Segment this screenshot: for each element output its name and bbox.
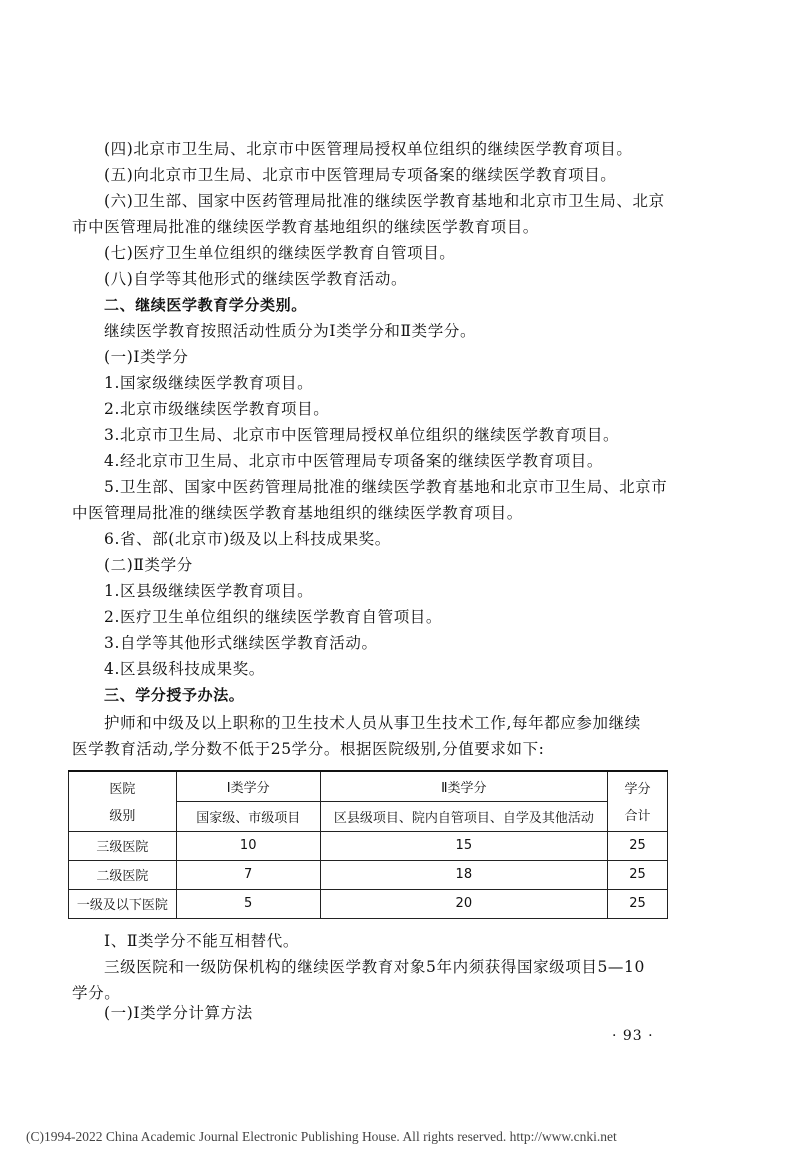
table-cell-class1: 10	[176, 831, 320, 860]
header-level-line1: 医院	[109, 782, 136, 798]
page-number: · 93 ·	[612, 1028, 654, 1044]
list-item: 3.北京市卫生局、北京市中医管理局授权单位组织的继续医学教育项目。	[104, 426, 620, 444]
paragraph-line: Ⅰ、Ⅱ类学分不能互相替代。	[104, 932, 299, 950]
paragraph-line: 医学教育活动,学分数不低于25学分。根据医院级别,分值要求如下:	[72, 740, 545, 758]
table-cell-class1: 5	[176, 889, 320, 918]
section-heading: 二、继续医学教育学分类别。	[104, 296, 307, 314]
table-cell-level: 三级医院	[69, 831, 177, 860]
subsection-heading: (二)Ⅱ类学分	[104, 556, 193, 574]
list-item: 4.区县级科技成果奖。	[104, 660, 265, 678]
table-header-cell: Ⅰ类学分	[176, 771, 320, 801]
header-level-line2: 级别	[109, 809, 136, 825]
header-total-line1: 学分	[624, 782, 651, 798]
table-cell-total: 25	[608, 831, 668, 860]
table-cell-class2: 15	[320, 831, 607, 860]
list-item: 5.卫生部、国家中医药管理局批准的继续医学教育基地和北京市卫生局、北京市	[104, 478, 668, 496]
paragraph-line: (五)向北京市卫生局、北京市中医管理局专项备案的继续医学教育项目。	[104, 166, 617, 184]
subsection-heading: (一)Ⅰ类学分计算方法	[104, 1004, 253, 1022]
table-cell-level: 一级及以下医院	[69, 889, 177, 918]
table-cell-total: 25	[608, 889, 668, 918]
table-header-cell	[608, 771, 668, 831]
paragraph-line: 继续医学教育按照活动性质分为Ⅰ类学分和Ⅱ类学分。	[104, 322, 477, 340]
paragraph-line: (四)北京市卫生局、北京市中医管理局授权单位组织的继续医学教育项目。	[104, 140, 633, 158]
table-row	[69, 889, 668, 918]
header-total-line2: 合计	[624, 809, 651, 825]
list-item: 中医管理局批准的继续医学教育基地组织的继续医学教育项目。	[72, 504, 523, 522]
table-cell-level: 二级医院	[69, 860, 177, 889]
table-row	[69, 831, 668, 860]
list-item: 2.北京市级继续医学教育项目。	[104, 400, 330, 418]
table-header-cell: Ⅱ类学分	[320, 771, 607, 801]
list-item: 1.区县级继续医学教育项目。	[104, 582, 314, 600]
list-item: 2.医疗卫生单位组织的继续医学教育自管项目。	[104, 608, 442, 626]
list-item: 6.省、部(北京市)级及以上科技成果奖。	[104, 530, 391, 548]
table-cell-class1: 7	[176, 860, 320, 889]
paragraph-line: (八)自学等其他形式的继续医学教育活动。	[104, 270, 408, 288]
paragraph-line: 学分。	[72, 984, 121, 1002]
paragraph-line: 市中医管理局批准的继续医学教育基地组织的继续医学教育项目。	[72, 218, 539, 236]
table-header-cell	[69, 771, 177, 831]
list-item: 1.国家级继续医学教育项目。	[104, 374, 314, 392]
table-cell-class2: 18	[320, 860, 607, 889]
subsection-heading: (一)Ⅰ类学分	[104, 348, 189, 366]
table-row	[69, 860, 668, 889]
paragraph-line: (七)医疗卫生单位组织的继续医学教育自管项目。	[104, 244, 456, 262]
list-item: 4.经北京市卫生局、北京市中医管理局专项备案的继续医学教育项目。	[104, 452, 603, 470]
copyright-footer: (C)1994-2022 China Academic Journal Electronic Publishing House. All rights reserved. http://www.cnki.net	[26, 1129, 617, 1144]
table-subheader-cell: 区县级项目、院内自管项目、自学及其他活动	[320, 801, 607, 831]
credits-table	[68, 770, 668, 919]
table-subheader-cell: 国家级、市级项目	[176, 801, 320, 831]
table-cell-total: 25	[608, 860, 668, 889]
paragraph-line: (六)卫生部、国家中医药管理局批准的继续医学教育基地和北京市卫生局、北京	[104, 192, 665, 210]
list-item: 3.自学等其他形式继续医学教育活动。	[104, 634, 378, 652]
table-cell-class2: 20	[320, 889, 607, 918]
paragraph-line: 三级医院和一级防保机构的继续医学教育对象5年内须获得国家级项目5—10	[104, 958, 645, 976]
paragraph-line: 护师和中级及以上职称的卫生技术人员从事卫生技术工作,每年都应参加继续	[104, 714, 641, 732]
section-heading: 三、学分授予办法。	[104, 686, 245, 704]
